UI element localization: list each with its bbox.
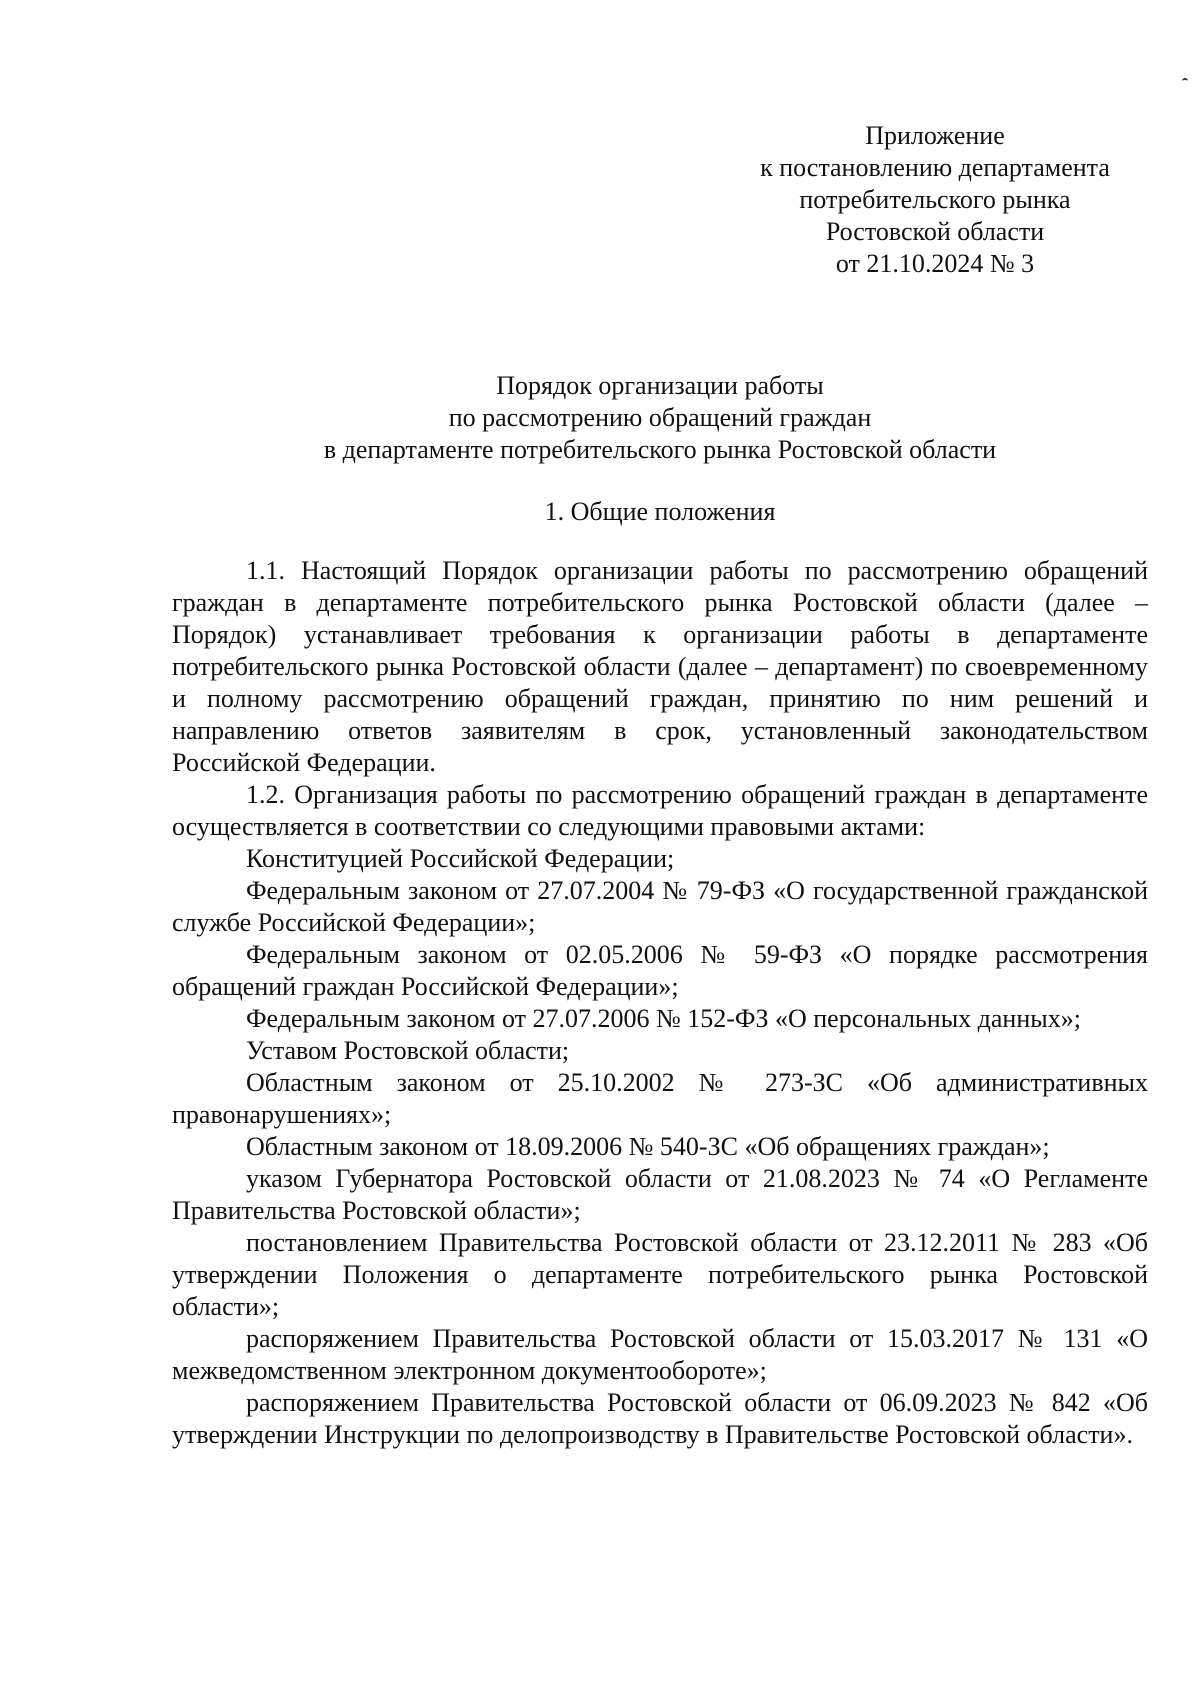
paragraph: Федеральным законом от 27.07.2004 № 79-ФЗ «О государственной гражданской службе Российской Федерации»; (172, 876, 1148, 937)
paragraph: 1.2. Организация работы по рассмотрению обращений граждан в департаменте осуществляется в соответствии со следующими правовыми актами: (172, 780, 1148, 841)
section-heading: 1. Общие положения (544, 497, 776, 526)
approval-block (720, 120, 1150, 280)
paragraph: распоряжением Правительства Ростовской области от 06.09.2023 № 842 «Об утверждении Инструкции по делопроизводству в Правительстве Ростовской области». (172, 1388, 1148, 1449)
document-body (172, 555, 1148, 1451)
approval-line: Ростовской области (825, 217, 1045, 246)
approval-line: от 21.10.2024 № 3 (835, 249, 1035, 278)
paragraph: Областным законом от 18.09.2006 № 540-ЗС «Об обращениях граждан»; (246, 1132, 1050, 1161)
paragraph: Конституцией Российской Федерации; (246, 844, 675, 873)
document-title (172, 370, 1148, 466)
paragraph: указом Губернатора Ростовской области от 21.08.2023 № 74 «О Регламенте Правительства Ростовской области»; (172, 1164, 1148, 1225)
paragraph: Федеральным законом от 02.05.2006 № 59-ФЗ «О порядке рассмотрения обращений граждан Российской Федерации»; (172, 940, 1148, 1001)
paragraph: Уставом Ростовской области; (246, 1036, 570, 1065)
paragraph: распоряжением Правительства Ростовской области от 15.03.2017 № 131 «О межведомственном электронном документообороте»; (172, 1324, 1148, 1385)
title-line: Порядок организации работы (496, 371, 824, 400)
paragraph: Областным законом от 25.10.2002 № 273-ЗС «Об административных правонарушениях»; (172, 1068, 1148, 1129)
title-line: по рассмотрению обращений граждан (448, 403, 872, 432)
title-line: в департаменте потребительского рынка Ростовской области (323, 435, 997, 464)
approval-line: Приложение (865, 121, 1005, 150)
paragraph: Федеральным законом от 27.07.2006 № 152-ФЗ «О персональных данных»; (246, 1004, 1081, 1033)
paragraph: 1.1. Настоящий Порядок организации работы по рассмотрению обращений граждан в департаменте потребительского рынка Ростовской области (далее – Порядок) устанавливает требования к организации работы в департаменте потребительского рынка Ростовской области (далее – департамент) по своевременному и полному рассмотрению обращений граждан, принятию по ним решений и направлению ответов заявителям в срок, установленный законодательством Российской Федерации. (172, 556, 1148, 777)
approval-line: к постановлению департамента (760, 153, 1110, 182)
approval-line: потребительского рынка (799, 185, 1071, 214)
scan-mark (1182, 78, 1188, 84)
paragraph: постановлением Правительства Ростовской области от 23.12.2011 № 283 «Об утверждении Положения о департаменте потребительского рынка Ростовской области»; (172, 1228, 1148, 1321)
